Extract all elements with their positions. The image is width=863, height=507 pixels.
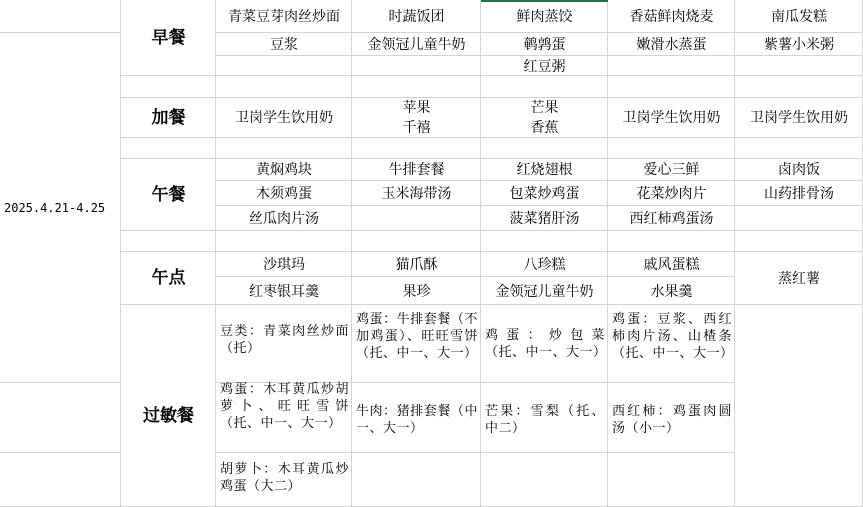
allergy-note: 鸡蛋：豆浆、西红柿肉片汤、山楂条（托、中一、大一） (612, 312, 734, 361)
cell (352, 138, 481, 159)
cell (121, 138, 216, 159)
date-range: 2025.4.21-4.25 (4, 201, 106, 215)
afternoon-snack: 金领冠儿童牛奶 (495, 284, 594, 300)
breakfast-dish: 时蔬饭团 (388, 9, 445, 25)
allergy-note: 西红柿：鸡蛋肉圆汤（小一） (612, 404, 732, 436)
allergy-note: 豆类：青菜肉丝炒面（托） (220, 324, 349, 356)
lunch-dish: 牛排套餐 (388, 162, 445, 178)
afternoon-snack: 猫爪酥 (395, 257, 438, 273)
snack-item: 千禧 (402, 120, 431, 136)
breakfast-dish: 紫薯小米粥 (764, 37, 834, 53)
cell (121, 231, 216, 252)
cell (735, 76, 863, 98)
cell (0, 383, 121, 453)
snack-item: 芒果 (530, 100, 559, 116)
allergy-note: 胡萝卜：木耳黄瓜炒鸡蛋（大二） (220, 462, 349, 494)
cell (735, 138, 863, 159)
breakfast-dish: 嫩滑水蒸蛋 (636, 37, 707, 53)
meal-breakfast: 早餐 (151, 28, 186, 48)
meal-lunch: 午餐 (151, 185, 186, 205)
cell (481, 76, 608, 98)
cell (608, 138, 735, 159)
lunch-dish: 玉米海带汤 (381, 186, 452, 202)
lunch-dish: 包菜炒鸡蛋 (509, 186, 580, 202)
lunch-dish: 花菜炒肉片 (636, 186, 707, 202)
breakfast-dish: 香菇鲜肉烧麦 (629, 9, 714, 25)
allergy-note: 芒果：雪梨（托、中二） (485, 404, 605, 436)
breakfast-dish: 红豆粥 (523, 59, 566, 75)
cell (608, 56, 735, 76)
cell (481, 138, 608, 159)
snack-item: 香蕉 (530, 120, 559, 136)
cell (481, 231, 608, 252)
snack-item: 卫岗学生饮用奶 (750, 110, 848, 126)
cell (735, 206, 863, 231)
cell (352, 206, 481, 231)
cell (735, 56, 863, 76)
snack-item: 苹果 (402, 100, 431, 116)
meal-snack: 加餐 (151, 108, 186, 128)
afternoon-snack: 八珍糕 (523, 257, 566, 273)
cell (0, 453, 121, 507)
cell (608, 231, 735, 252)
lunch-dish: 爱心三鲜 (643, 162, 700, 178)
cell (216, 138, 352, 159)
cell (121, 76, 216, 98)
cell (216, 76, 352, 98)
breakfast-dish: 豆浆 (270, 37, 298, 53)
cell (735, 305, 863, 507)
breakfast-dish: 青菜豆芽肉丝炒面 (228, 9, 340, 25)
meal-afternoon: 午点 (151, 268, 186, 288)
cell (216, 231, 352, 252)
lunch-dish: 山药排骨汤 (764, 186, 834, 202)
breakfast-dish: 鲜肉蒸饺 (516, 9, 573, 25)
lunch-dish: 西红柿鸡蛋汤 (629, 211, 714, 227)
cell (216, 56, 352, 76)
afternoon-snack: 果珍 (402, 284, 431, 300)
cell (481, 453, 608, 507)
afternoon-snack: 红枣银耳羹 (249, 284, 319, 300)
lunch-dish: 黄焖鸡块 (256, 162, 312, 178)
breakfast-dish: 南瓜发糕 (771, 9, 827, 25)
lunch-dish: 木须鸡蛋 (256, 186, 312, 202)
cell (735, 231, 863, 252)
cell (352, 453, 481, 507)
lunch-dish: 菠菜猪肝汤 (509, 211, 580, 227)
cell (352, 76, 481, 98)
allergy-note: 牛肉：猪排套餐（中一、大一） (356, 404, 478, 436)
afternoon-snack: 蒸红薯 (778, 271, 820, 287)
lunch-dish: 丝瓜肉片汤 (249, 211, 319, 227)
lunch-dish: 卤肉饭 (778, 162, 820, 178)
snack-item: 卫岗学生饮用奶 (235, 110, 333, 126)
cell (352, 56, 481, 76)
allergy-note: 鸡蛋：木耳黄瓜炒胡萝卜、旺旺雪饼（托、中一、大一） (220, 382, 349, 431)
selected-cell-highlight (481, 0, 608, 2)
allergy-note: 鸡蛋：牛排套餐（不加鸡蛋）、旺旺雪饼（托、中一、大一） (356, 312, 478, 361)
allergy-note: 鸡蛋：炒包菜（托、中一、大一） (485, 328, 607, 360)
meal-allergy: 过敏餐 (143, 406, 194, 426)
afternoon-snack: 水果羹 (650, 284, 693, 300)
cell (352, 231, 481, 252)
snack-item: 卫岗学生饮用奶 (622, 110, 721, 126)
cell (608, 453, 735, 507)
breakfast-dish: 金领冠儿童牛奶 (367, 37, 466, 53)
afternoon-snack: 戚风蛋糕 (643, 257, 700, 273)
cell (0, 0, 121, 33)
cell (608, 76, 735, 98)
lunch-dish: 红烧翅根 (516, 162, 573, 178)
breakfast-dish: 鹌鹑蛋 (523, 37, 566, 53)
afternoon-snack: 沙琪玛 (263, 257, 305, 273)
